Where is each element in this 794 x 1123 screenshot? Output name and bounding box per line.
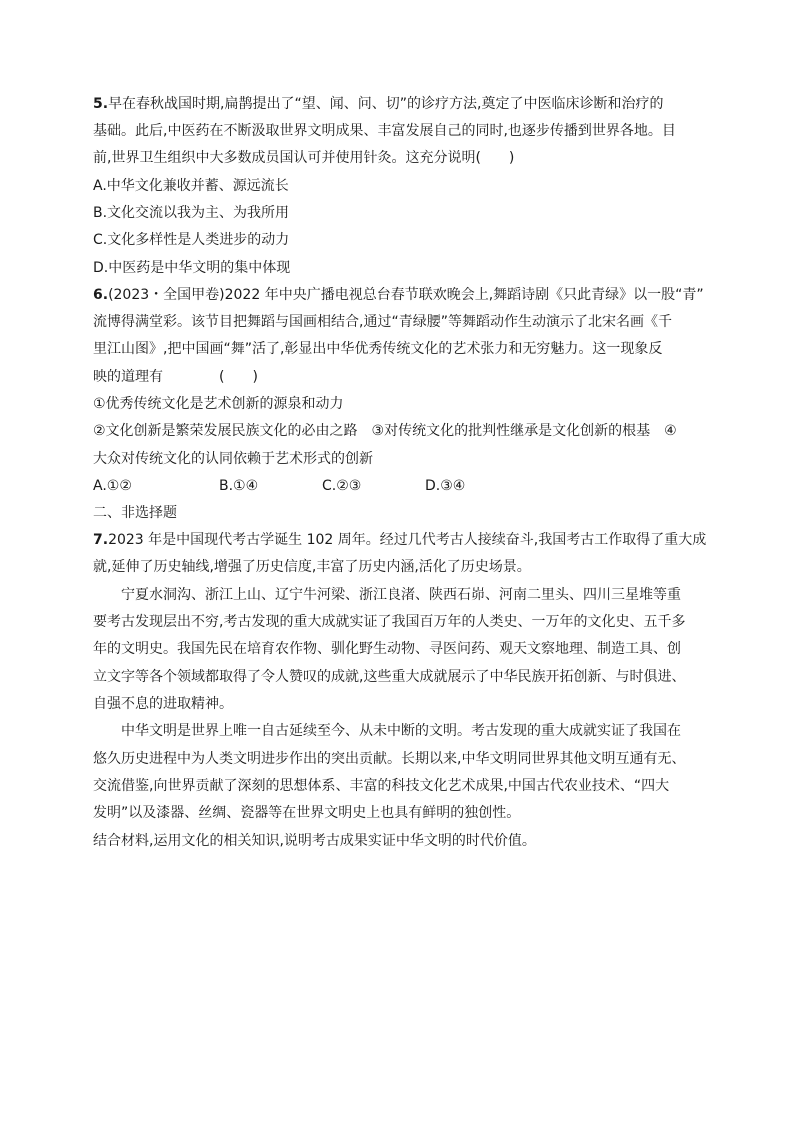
q5-line-2: 基础。此后,中医药在不断汲取世界文明成果、丰富发展自己的同时,也逐步传播到世界各地。目 <box>93 123 676 139</box>
q6-number: 6. <box>93 287 109 303</box>
q7-line-1: 7.2023 年是中国现代考古学诞生 102 周年。经过几代考古人接续奋斗,我国考古工作取得了重大成 <box>93 532 707 548</box>
q7-para1-line-1: 宁夏水洞沟、浙江上山、辽宁牛河梁、浙江良渚、陕西石峁、河南二里头、四川三星堆等重 <box>121 587 681 603</box>
q6-line-4: 映的道理有 ( ) <box>93 369 258 385</box>
q5-option-d: D.中医药是中华文明的集中体现 <box>93 260 291 276</box>
q7-para2-line-2: 悠久历史进程中为人类文明进步作出的突出贡献。长期以来,中华文明同世界其他文明互通有无、 <box>93 751 686 767</box>
q7-para2-line-4: 发明”以及漆器、丝绸、瓷器等在世界文明史上也具有鲜明的独创性。 <box>93 805 521 821</box>
q6-line-1: 6.(2023・全国甲卷)2022 年中央广播电视总台春节联欢晚会上,舞蹈诗剧《只此青绿》以一股“青” <box>93 287 704 303</box>
q6-option-c: C.②③ <box>322 478 362 494</box>
q5-option-b: B.文化交流以我为主、为我所用 <box>93 205 290 221</box>
q6-statement-2: ②文化创新是繁荣发展民族文化的必由之路 ③对传统文化的批判性继承是文化创新的根基 ④ <box>93 423 677 439</box>
q5-line-3: 前,世界卫生组织中大多数成员国认可并使用针灸。这充分说明( ) <box>93 150 515 166</box>
q7-para1-line-2: 要考古发现层出不穷,考古发现的重大成就实证了我国百万年的人类史、一万年的文化史、五千多 <box>93 614 686 630</box>
q6-line-3: 里江山图》,把中国画“舞”活了,彰显出中华优秀传统文化的艺术张力和无穷魅力。这一现象反 <box>93 341 663 357</box>
q7-para1-line-5: 自强不息的进取精神。 <box>93 696 233 712</box>
q7-line-2: 就,延伸了历史轴线,增强了历史信度,丰富了历史内涵,活化了历史场景。 <box>93 559 531 575</box>
q7-para2-line-3: 交流借鉴,向世界贡献了深刻的思想体系、丰富的科技文化艺术成果,中国古代农业技术、“四大 <box>93 778 670 794</box>
q7-para1-line-3: 年的文明史。我国先民在培育农作物、驯化野生动物、寻医问药、观天文察地理、制造工具、创 <box>93 641 681 657</box>
q5-option-c: C.文化多样性是人类进步的动力 <box>93 232 290 248</box>
q6-statement-1: ①优秀传统文化是艺术创新的源泉和动力 <box>93 396 344 412</box>
q6-line-2: 流博得满堂彩。该节目把舞蹈与国画相结合,通过“青绿腰”等舞蹈动作生动演示了北宋名画《千 <box>93 314 672 330</box>
q7-question: 结合材料,运用文化的相关知识,说明考古成果实证中华文明的时代价值。 <box>93 833 536 849</box>
section-heading: 二、非选择题 <box>93 505 177 521</box>
q6-option-b: B.①④ <box>219 478 259 494</box>
q5-number: 5. <box>93 96 109 112</box>
q7-para1-line-4: 立文字等各个领域都取得了令人赞叹的成就,这些重大成就展示了中华民族开拓创新、与时俱进、 <box>93 669 686 685</box>
q6-statement-3: 大众对传统文化的认同依赖于艺术形式的创新 <box>93 451 373 467</box>
q6-option-a: A.①② <box>93 478 132 494</box>
q6-option-d: D.③④ <box>425 478 466 494</box>
q7-para2-line-1: 中华文明是世界上唯一自古延续至今、从未中断的文明。考古发现的重大成就实证了我国在 <box>121 723 681 739</box>
q5-option-a: A.中华文化兼收并蓄、源远流长 <box>93 178 289 194</box>
q7-number: 7. <box>93 532 109 548</box>
q5-line-1: 5.早在春秋战国时期,扁鹊提出了“望、闻、问、切”的诊疗方法,奠定了中医临床诊断和治疗的 <box>93 96 664 112</box>
